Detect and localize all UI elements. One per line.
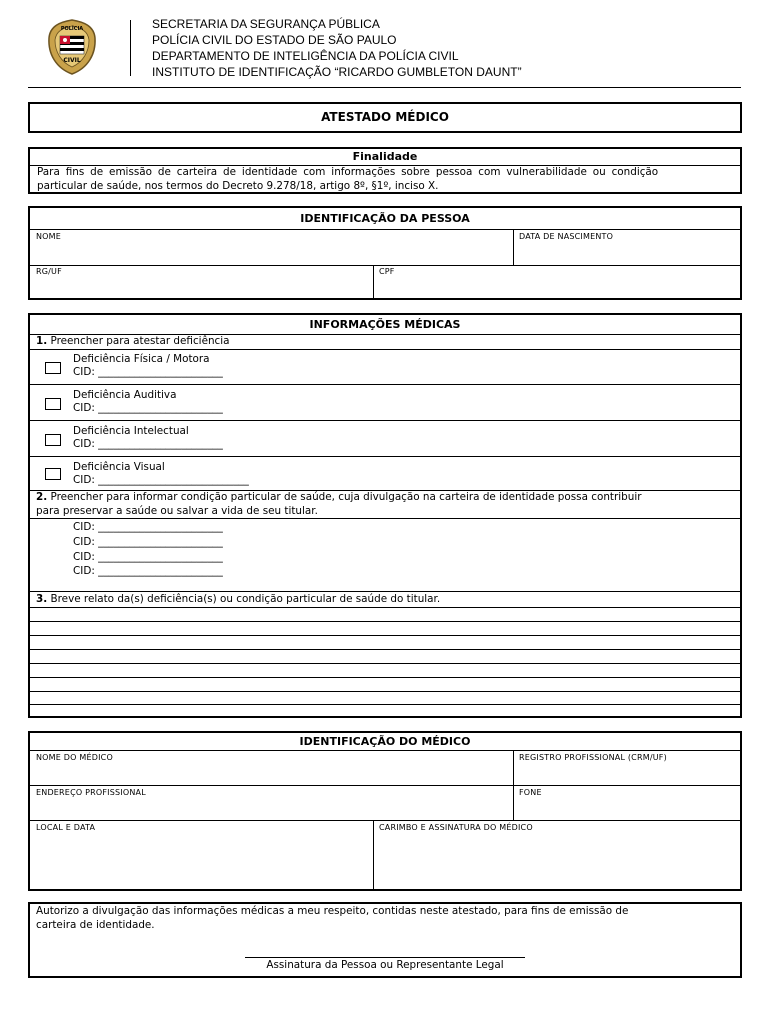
item-3-text: Breve relato da(s) deficiência(s) ou condição particular de saúde do titular.	[50, 593, 441, 605]
header-line-2: POLÍCIA CIVIL DO ESTADO DE SÃO PAULO	[152, 33, 397, 47]
header-line-1: SECRETARIA DA SEGURANÇA PÚBLICA	[152, 17, 380, 31]
item-1-number: 1.	[36, 335, 48, 347]
header-divider-vertical	[130, 20, 131, 76]
carimbo-label: CARIMBO E ASSINATURA DO MÉDICO	[379, 823, 533, 832]
auditiva-cid[interactable]: CID: ________________________	[73, 402, 223, 414]
header-line-3: DEPARTAMENTO DE INTELIGÊNCIA DA POLÍCIA CIVIL	[152, 49, 459, 63]
finalidade-text-line-1: Para fins de emissão de carteira de identidade com informações sobre pessoa com vulnerabilidade ou condição	[37, 166, 659, 178]
rg-field[interactable]	[31, 276, 371, 298]
medico-heading: IDENTIFICAÇÃO DO MÉDICO	[299, 735, 471, 748]
relato-field[interactable]	[31, 608, 740, 716]
item-3-number: 3.	[36, 593, 48, 605]
cids-rule	[30, 591, 740, 592]
pessoa-divider-2	[373, 265, 374, 300]
auditiva-checkbox[interactable]	[45, 398, 61, 410]
medicas-heading: INFORMAÇÕES MÉDICAS	[309, 318, 461, 331]
medico-divider-2	[373, 820, 374, 891]
medico-nome-field[interactable]	[31, 762, 511, 783]
police-badge-logo	[46, 18, 98, 76]
finalidade-heading: Finalidade	[352, 150, 418, 163]
finalidade-section	[28, 147, 742, 194]
fisica-checkbox[interactable]	[45, 362, 61, 374]
finalidade-text-line-2: particular de saúde, nos termos do Decreto 9.278/18, artigo 8º, §1º, inciso X.	[37, 180, 439, 192]
badge-text-top: POLÍCIA	[60, 26, 84, 32]
medicas-section	[28, 313, 742, 718]
nascimento-field-label: DATA DE NASCIMENTO	[519, 232, 614, 241]
fisica-label: Deficiência Física / Motora	[73, 353, 210, 365]
medico-registro-label: REGISTRO PROFISSIONAL (CRM/UF)	[519, 753, 667, 762]
autorizacao-line-2: carteira de identidade.	[36, 919, 155, 931]
header-institution	[152, 16, 522, 80]
pessoa-section	[28, 206, 742, 300]
header-line-4: INSTITUTO DE IDENTIFICAÇÃO “RICARDO GUMBLETON DAUNT”	[152, 65, 522, 79]
medico-fone-field[interactable]	[515, 797, 739, 818]
medico-row-1-rule	[30, 785, 740, 786]
nascimento-field[interactable]	[515, 241, 739, 263]
visual-checkbox[interactable]	[45, 468, 61, 480]
item-1-heading	[36, 335, 230, 347]
item-1-text: Preencher para atestar deficiência	[50, 335, 230, 347]
saude-cid-2[interactable]: CID: ________________________	[73, 536, 223, 548]
badge-text-bottom: CIVIL	[63, 57, 81, 64]
fisica-rule	[30, 384, 740, 385]
item-2-line-2: para preservar a saúde ou salvar a vida de seu titular.	[36, 505, 318, 517]
saude-cid-3[interactable]: CID: ________________________	[73, 551, 223, 563]
local-data-label: LOCAL E DATA	[36, 823, 96, 832]
item-2-line-1	[36, 491, 641, 503]
local-data-field[interactable]	[31, 833, 371, 889]
medico-endereco-field[interactable]	[31, 797, 511, 818]
medico-nome-label: NOME DO MÉDICO	[36, 753, 113, 762]
autorizacao-line-1: Autorizo a divulgação das informações médicas a meu respeito, contidas neste atestado, para fins de emissão de	[36, 905, 629, 917]
signature-caption: Assinatura da Pessoa ou Representante Legal	[266, 959, 504, 971]
medico-endereco-label: ENDEREÇO PROFISSIONAL	[36, 788, 146, 797]
saude-cid-1[interactable]: CID: ________________________	[73, 521, 223, 533]
medico-section	[28, 731, 742, 891]
visual-cid[interactable]: CID: _____________________________	[73, 474, 249, 486]
autorizacao-section	[28, 902, 742, 978]
saude-cid-4[interactable]: CID: ________________________	[73, 565, 223, 577]
item-3-heading	[36, 593, 440, 605]
rg-field-label: RG/UF	[36, 267, 62, 276]
medico-row-2-rule	[30, 820, 740, 821]
pessoa-divider-1	[513, 229, 514, 265]
item-2-number: 2.	[36, 491, 48, 503]
visual-label: Deficiência Visual	[73, 461, 165, 473]
signature-line[interactable]	[245, 957, 525, 958]
intelectual-label: Deficiência Intelectual	[73, 425, 189, 437]
header-rule	[28, 87, 741, 88]
pessoa-heading: IDENTIFICAÇÃO DA PESSOA	[300, 212, 470, 225]
auditiva-label: Deficiência Auditiva	[73, 389, 177, 401]
pessoa-heading-rule	[30, 229, 740, 230]
item-2-rule	[30, 518, 740, 519]
intelectual-checkbox[interactable]	[45, 434, 61, 446]
fisica-cid[interactable]: CID: ________________________	[73, 366, 223, 378]
pessoa-row-rule	[30, 265, 740, 266]
medico-fone-label: FONE	[519, 788, 542, 797]
intelectual-cid[interactable]: CID: ________________________	[73, 438, 223, 450]
document-title: ATESTADO MÉDICO	[321, 110, 449, 124]
auditiva-rule	[30, 420, 740, 421]
nome-field[interactable]	[31, 241, 511, 263]
carimbo-field[interactable]	[375, 833, 739, 889]
medico-heading-rule	[30, 750, 740, 751]
item-2-text: Preencher para informar condição particular de saúde, cuja divulgação na carteira de identidade possa contribuir	[50, 491, 642, 503]
cpf-field[interactable]	[375, 276, 739, 298]
nome-field-label: NOME	[36, 232, 62, 241]
cpf-field-label: CPF	[379, 267, 395, 276]
intelectual-rule	[30, 456, 740, 457]
medico-registro-field[interactable]	[515, 762, 739, 783]
document-title-box	[28, 102, 742, 133]
item-1-rule	[30, 349, 740, 350]
